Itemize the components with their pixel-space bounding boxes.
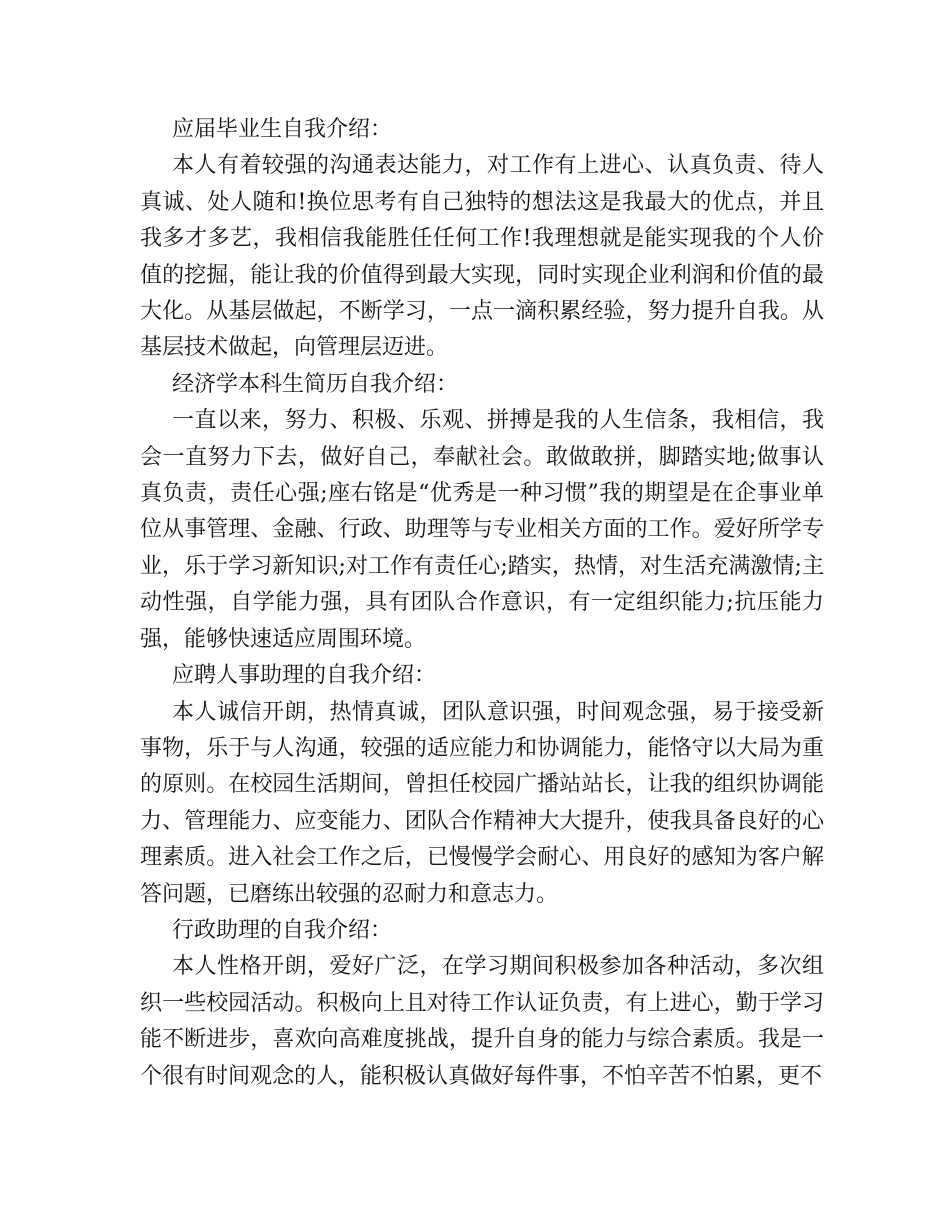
section-heading-admin-assistant: 行政助理的自我介绍： [172,917,393,943]
section-paragraph-graduate: 本人有着较强的沟通表达能力，对工作有上进心、认真负责、待人真诚、处人随和!换位思考有自己独特的想法这是我最大的优点，并且我多才多艺，我相信我能胜任任何工作!我理想就是能实现我的个人价值的挖掘，能让我的价值得到最大实现，同时实现企业利润和价值的最大化。从基层做起，不断学习，一点一滴积累经验，努力提升自我。从基层技术做起，向管理层迈进。 [140,153,824,361]
section-heading-graduate: 应届毕业生自我介绍： [172,117,393,142]
section-heading-economics: 经济学本科生简历自我介绍： [172,371,459,397]
section-paragraph-admin-assistant: 本人性格开朗，爱好广泛，在学习期间积极参加各种活动，多次组织一些校园活动。积极向上且对待工作认证负责，有上进心，勤于学习能不断进步，喜欢向高难度挑战，提升自身的能力与综合素质。我是一个很有时间观念的人，能积极认真做好每件事，不怕辛苦不怕累，更不 [140,954,824,1089]
document-body [140,112,824,1095]
section-paragraph-hr-assistant: 本人诚信开朗，热情真诚，团队意识强，时间观念强，易于接受新事物，乐于与人沟通，较强的适应能力和协调能力，能恪守以大局为重的原则。在校园生活期间，曾担任校园广播站站长，让我的组织协调能力、管理能力、应变能力、团队合作精神大大提升，使我具备良好的心理素质。进入社会工作之后，已慢慢学会耐心、用良好的感知为客户解答问题，已磨练出较强的忍耐力和意志力。 [140,699,824,907]
section-heading-hr-assistant: 应聘人事助理的自我介绍： [172,663,437,689]
section-paragraph-economics: 一直以来，努力、积极、乐观、拼搏是我的人生信条，我相信，我会一直努力下去，做好自己，奉献社会。敢做敢拼，脚踏实地;做事认真负责，责任心强;座右铭是“优秀是一种习惯”我的期望是在企事业单位从事管理、金融、行政、助理等与专业相关方面的工作。爱好所学专业，乐于学习新知识;对工作有责任心;踏实，热情，对生活充满激情;主动性强，自学能力强，具有团队合作意识，有一定组织能力;抗压能力强，能够快速适应周围环境。 [140,408,824,652]
